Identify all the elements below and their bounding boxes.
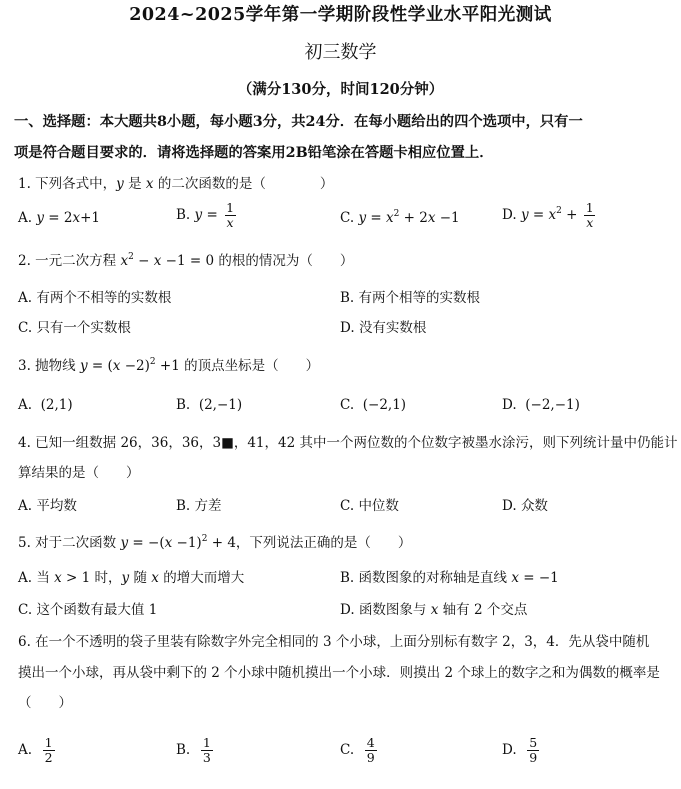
question-4-option-b: B. 方差	[176, 498, 222, 514]
question-1-option-b: B. y = $\frac{1}{x}$	[176, 200, 235, 230]
question-1-stem: 1. 下列各式中，y 是 x 的二次函数的是（ ）	[18, 176, 334, 192]
question-4-option-a: A. 平均数	[18, 498, 77, 514]
question-3-option-d: D. (−2,−1)	[502, 397, 580, 413]
question-2-option-a: A. 有两个不相等的实数根	[18, 290, 172, 306]
question-1-option-d: D. $y = x^2$ + $\frac{1}{x}$	[502, 200, 594, 230]
question-1-option-a: A. y = 2x+1	[18, 210, 100, 226]
question-2-option-c: C. 只有一个实数根	[18, 320, 131, 336]
section-heading-line1: 一、选择题：本大题共8小题，每小题3分，共24分．在每小题给出的四个选项中，只有一	[14, 114, 583, 130]
question-5-option-b: B. 函数图象的对称轴是直线 x = −1	[340, 570, 559, 586]
question-2-option-b: B. 有两个相等的实数根	[340, 290, 481, 306]
question-5-stem: 5. 对于二次函数 $y = -(x -1)^2 + 4$，下列说法正确的是（ ）	[18, 534, 412, 551]
exam-info: （满分130分，时间120分钟）	[237, 81, 444, 98]
question-5-option-a: A. 当 x > 1 时，y 随 x 的增大而增大	[18, 570, 245, 586]
question-2-option-d: D. 没有实数根	[340, 320, 427, 336]
question-4-stem-line1: 4. 已知一组数据 26，36，36，3■，41，42 其中一个两位数的个位数字被墨水涂污，则下列统计量中仍能计	[18, 435, 678, 451]
question-6-option-b: B. $\frac{1}{3}$	[176, 735, 211, 765]
question-6-stem-line3: （ ）	[18, 695, 72, 711]
question-5-option-c: C. 这个函数有最大值 1	[18, 602, 158, 618]
question-6-option-a: A. $\frac{1}{2}$	[18, 735, 53, 765]
question-4-option-c: C. 中位数	[340, 498, 399, 514]
question-6-stem-line2: 摸出一个小球，再从袋中剩下的 2 个小球中随机摸出一个小球．则摸出 2 个球上的数字之和为偶数的概率是	[18, 665, 660, 681]
question-3-option-c: C. (−2,1)	[340, 397, 407, 413]
exam-title: 2024~2025学年第一学期阶段性学业水平阳光测试	[129, 5, 552, 25]
question-3-stem: 3. 抛物线 $y = (x -2)^2 +1$ 的顶点坐标是（ ）	[18, 357, 320, 374]
question-4-stem-line2: 算结果的是（ ）	[18, 465, 140, 481]
exam-subject: 初三数学	[304, 42, 377, 63]
question-5-option-d: D. 函数图象与 x 轴有 2 个交点	[340, 602, 528, 618]
question-6-option-c: C. $\frac{4}{9}$	[340, 735, 375, 765]
question-4-option-d: D. 众数	[502, 498, 548, 514]
question-3-option-b: B. (2,−1)	[176, 397, 243, 413]
question-6-stem-line1: 6. 在一个不透明的袋子里装有除数字外完全相同的 3 个小球，上面分别标有数字 2，3，4．先从袋中随机	[18, 634, 650, 650]
section-heading-line2: 项是符合题目要求的．请将选择题的答案用2B铅笔涂在答题卡相应位置上．	[14, 145, 494, 161]
question-1-option-c: C. $y = x^2 + 2x -1$	[340, 209, 460, 226]
question-2-stem: 2. 一元二次方程 $x^2 - x -1 = 0$ 的根的情况为（ ）	[18, 252, 354, 269]
question-3-option-a: A. (2,1)	[18, 397, 73, 413]
question-6-option-d: D. $\frac{5}{9}$	[502, 735, 538, 765]
